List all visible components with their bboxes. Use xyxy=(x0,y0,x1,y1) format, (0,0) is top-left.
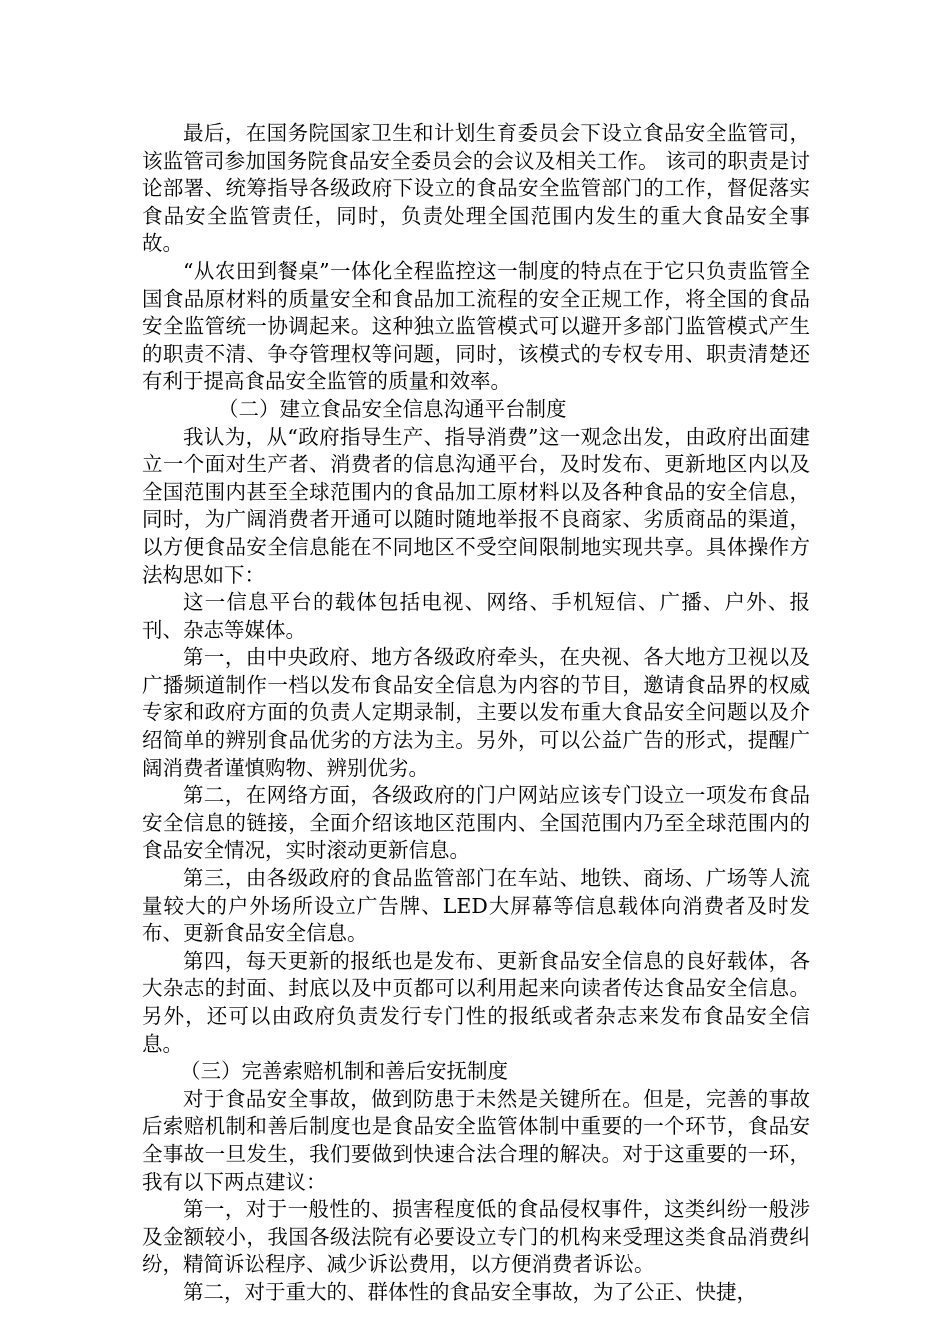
paragraph: 第二，对于重大的、群体性的食品安全事故，为了公正、快捷， xyxy=(183,1279,757,1304)
paragraph: “从农田到餐桌”一体化全程监控这一制度的特点在于它只负责监管全国食品原材料的质量安全和食品加工流程的安全正规工作，将全国的食品安全监管统一协调起来。这种独立监管模式可以避开多部门监管模式产生的职责不清、争夺管理权等问题，同时，该模式的专权专用、职责清楚还有利于提高食品安全监管的质量和效率。 xyxy=(142,258,810,394)
document-body xyxy=(142,120,810,1307)
paragraph: 第三，由各级政府的食品监管部门在车站、地铁、商场、广场等人流量较大的户外场所设立广告牌、LED大屏幕等信息载体向消费者及时发布、更新食品安全信息。 xyxy=(142,866,810,946)
paragraph: 第二，在网络方面，各级政府的门户网站应该专门设立一项发布食品安全信息的链接，全面介绍该地区范围内、全国范围内乃至全球范围内的食品安全情况，实时滚动更新信息。 xyxy=(142,783,810,863)
section-heading-2: （二）建立食品安全信息沟通平台制度 xyxy=(218,396,567,421)
paragraph: 这一信息平台的载体包括电视、网络、手机短信、广播、户外、报刊、杂志等媒体。 xyxy=(142,590,810,642)
paragraph: 第一，由中央政府、地方各级政府牵头，在央视、各大地方卫视以及广播频道制作一档以发布食品安全信息为内容的节目，邀请食品界的权威专家和政府方面的负责人定期录制，主要以发布重大食品安全问题以及介绍简单的辨别食品优劣的方法为主。另外，可以公益广告的形式，提醒广阔消费者谨慎购物、辨别优劣。 xyxy=(142,645,810,780)
paragraph: 第一，对于一般性的、损害程度低的食品侵权事件，这类纠纷一般涉及金额较小，我国各级法院有必要设立专门的机构来受理这类食品消费纠纷，精简诉讼程序、减少诉讼费用，以方便消费者诉讼。 xyxy=(142,1197,810,1277)
paragraph: 第四，每天更新的报纸也是发布、更新食品安全信息的良好载体，各大杂志的封面、封底以及中页都可以利用起来向读者传达食品安全信息。另外，还可以由政府负责发行专门性的报纸或者杂志来发布食品安全信息。 xyxy=(142,948,810,1056)
section-heading-3: （三）完善索赔机制和善后安抚制度 xyxy=(180,1059,508,1084)
paragraph: 我认为，从“政府指导生产、指导消费”这一观念出发，由政府出面建立一个面对生产者、消费者的信息沟通平台，及时发布、更新地区内以及全国范围内甚至全球范围内的食品加工原材料以及各种食品的安全信息，同时，为广阔消费者开通可以随时随地举报不良商家、劣质商品的渠道，以方便食品安全信息能在不同地区不受空间限制地实现共享。具体操作方法构思如下： xyxy=(142,424,810,587)
paragraph: 最后，在国务院国家卫生和计划生育委员会下设立食品安全监管司，该监管司参加国务院食品安全委员会的会议及相关工作。 该司的职责是讨论部署、统筹指导各级政府下设立的食品安全监管部门的工作，督促落实食品安全监管责任，同时，负责处理全国范围内发生的重大食品安全事故。 xyxy=(142,121,810,256)
paragraph: 对于食品安全事故，做到防患于未然是关键所在。但是，完善的事故后索赔机制和善后制度也是食品安全监管体制中重要的一个环节，食品安全事故一旦发生，我们要做到快速合法合理的解决。对于这重要的一环，我有以下两点建议： xyxy=(142,1086,810,1194)
